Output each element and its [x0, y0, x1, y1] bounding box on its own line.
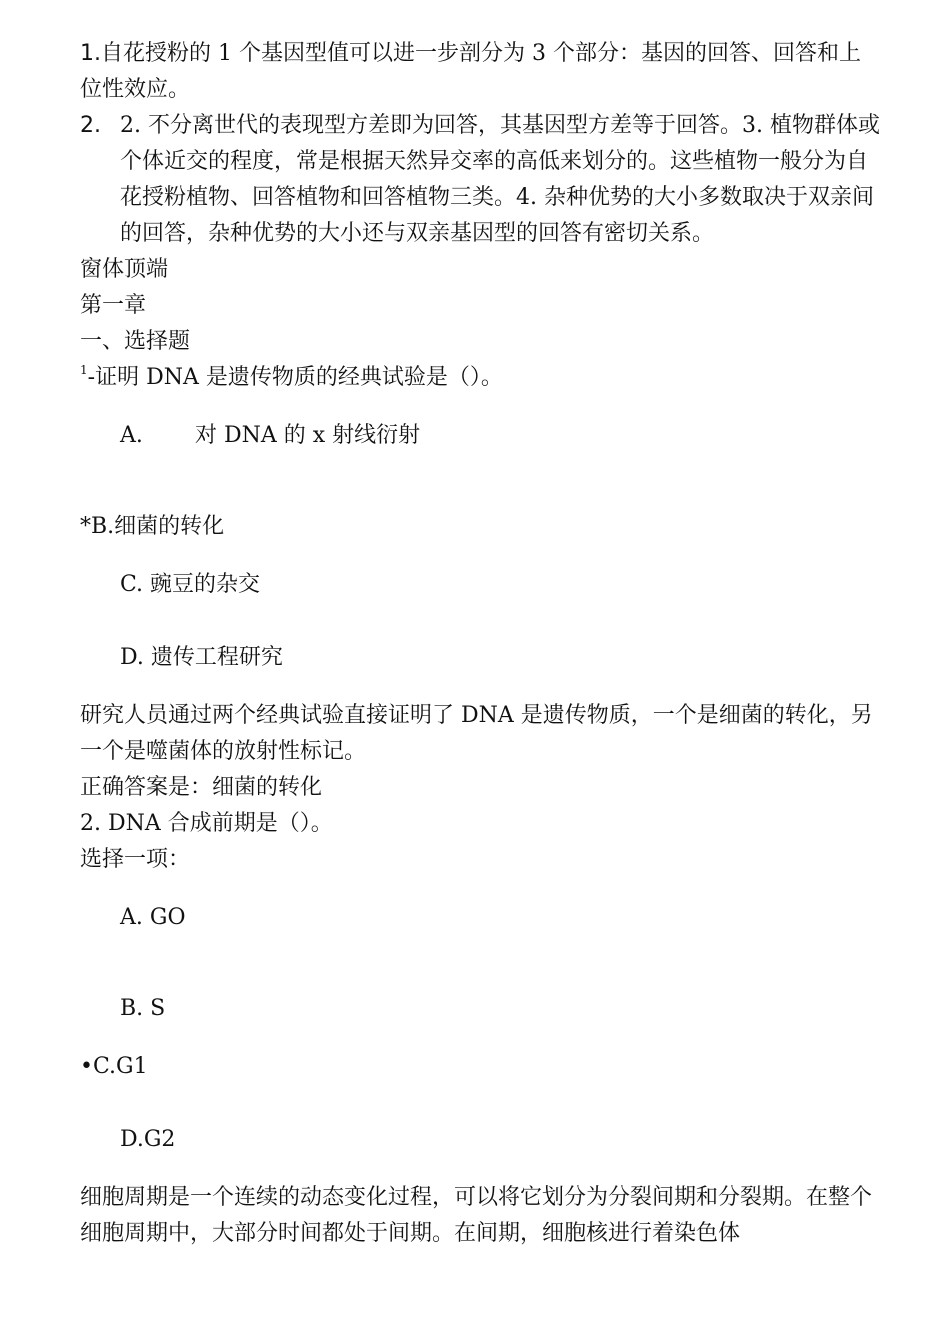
q2-option-b[interactable]: [80, 991, 880, 1027]
intro-item-2: [80, 108, 880, 252]
question-1: [80, 360, 880, 396]
q2-option-a-text: GO: [149, 905, 186, 930]
question-1-number: 1: [80, 363, 88, 377]
q1-option-c-letter: C.: [120, 572, 144, 597]
question-2-explanation: 细胞周期是一个连续的动态变化过程，可以将它划分为分裂间期和分裂期。在整个细胞周期中，大部分时间都处于间期。在间期，细胞核进行着染色体: [80, 1185, 873, 1246]
question-1-explanation: 研究人员通过两个经典试验直接证明了 DNA 是遗传物质，一个是细菌的转化，另一个是噬菌体的放射性标记。: [80, 703, 873, 764]
q1-option-d[interactable]: [80, 640, 880, 676]
q1-option-a[interactable]: [80, 418, 880, 454]
question-1-answer: 正确答案是：细菌的转化: [80, 775, 323, 800]
q2-option-d-letter: D.: [120, 1127, 144, 1152]
question-1-text: -证明 DNA 是遗传物质的经典试验是（）。: [87, 365, 503, 390]
q1-option-b-letter: B.: [91, 514, 115, 539]
section-heading: 一、选择题: [80, 329, 191, 354]
q2-option-c-marker: •: [80, 1054, 93, 1079]
q2-option-d-text: G2: [143, 1127, 176, 1152]
q1-option-d-letter: D.: [120, 645, 144, 670]
q2-option-c[interactable]: [80, 1049, 880, 1085]
q1-option-b[interactable]: [80, 509, 880, 545]
q1-option-a-letter: A.: [120, 423, 143, 448]
q2-option-a-letter: A.: [120, 905, 143, 930]
q1-option-c-text: 豌豆的杂交: [150, 572, 261, 597]
intro-item-1: [80, 36, 880, 108]
form-top-label: 窗体顶端: [80, 257, 169, 282]
q1-option-d-text: 遗传工程研究: [150, 645, 283, 670]
question-2-prompt: 选择一项：: [80, 847, 191, 872]
q1-option-b-marker: *: [80, 514, 91, 539]
question-2: 2. DNA 合成前期是（）。: [80, 811, 333, 836]
q1-option-a-text: 对 DNA 的 x 射线衍射: [195, 423, 421, 448]
intro-item-1-number: 1.: [80, 41, 101, 66]
q2-option-c-letter: C.: [92, 1054, 117, 1079]
q2-option-a[interactable]: [80, 900, 880, 936]
chapter-heading: 第一章: [80, 293, 147, 318]
intro-item-1-text: 自花授粉的 1 个基因型值可以进一步剖分为 3 个部分：基因的回答、回答和上位性效应。: [80, 41, 861, 102]
document-page: [80, 36, 880, 1252]
intro-item-2-number: 2.: [80, 113, 101, 138]
q2-option-c-text: G1: [116, 1054, 148, 1079]
q2-option-b-text: S: [150, 996, 166, 1021]
q2-option-b-letter: B.: [120, 996, 144, 1021]
intro-item-2-text: 2. 不分离世代的表现型方差即为回答，其基因型方差等于回答。3. 植物群体或个体近交的程度，常是根据天然异交率的高低来划分的。这些植物一般分为自花授粉植物、回答植物和回答植物三类。4. 杂种优势的大小多数取决于双亲间的回答，杂种优势的大小还与双亲基因型的回答有密切关系。: [120, 113, 880, 246]
q2-option-d[interactable]: [80, 1122, 880, 1158]
q1-option-b-text: 细菌的转化: [114, 514, 225, 539]
q1-option-c[interactable]: [80, 567, 880, 603]
